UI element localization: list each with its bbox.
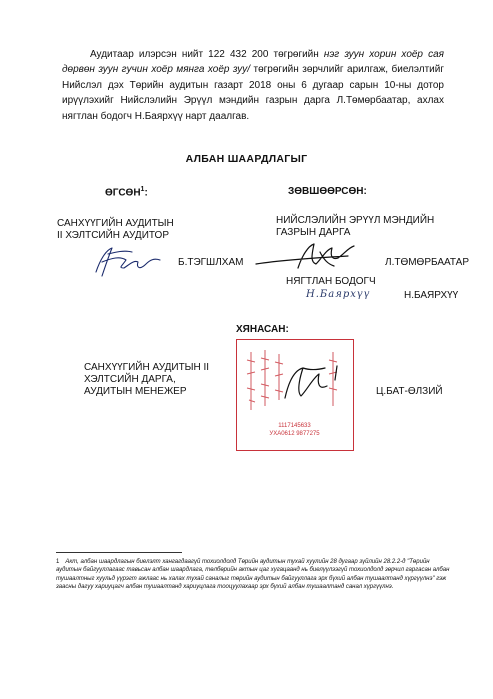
director-position (276, 215, 434, 239)
paragraph-text-1: Аудитаар илэрсэн нийт 122 432 200 төгрөгийн (90, 49, 324, 60)
issued-heading (105, 186, 148, 198)
accountant-signature: Н.Баярхүү (306, 289, 371, 300)
auditor-name: Б.ТЭГШЛХАМ (178, 257, 244, 268)
director-signature (252, 238, 382, 274)
stamp-line2: УХА0612 9877275 (269, 431, 320, 437)
auditor-position-line1: САНХҮҮГИЙН АУДИТЫН (57, 218, 174, 229)
footnote-number: 1 (56, 559, 60, 565)
auditor-position (57, 218, 174, 242)
footnote-text: Акт, албан шаардлагын биелэлт хангагдаагүй тохиолдолд Төрийн аудитын тухай хуулийн 28 дугаар зүйлийн 28.2.2-д "Төрийн аудитын байгууллагаас тавьсан албан шаардлага, төлбөрийн актын цаг хугацаанд нь биелүүлээгүй тохиолдолд зөрчил гаргасан албан тушаалтныг хуульд үүрэгт ажлаас нь халах тухай саналыг төрийн аудитын байгууллага эрх бүхий албан тушаалтанд хүргүүлнэ" гэж заасны дагуу хариуцагч албан тушаалтанд хариуцлага тооцуулахаар эрх бүхий албан тушаалтанд санал хүргүүлнэ. (56, 559, 450, 590)
official-stamp (236, 339, 354, 451)
paragraph-text-2: төгрөгийн зөрчлийг арилгаж, биелэлтийг Нийслэл дэх Төрийн аудитын газарт 2018 оны 6 дугаар сарын 10-ны дотор ирүүлэхийг Нийслэлийн Эрүүл мэндийн газрын дарга Л.Төмөрбаатар, ахлах нягтлан бодогч Н.Баярхүү нарт даалгав. (62, 64, 445, 122)
accountant-title: НЯГТЛАН БОДОГЧ (286, 276, 376, 287)
body-paragraph (62, 47, 444, 124)
footnote (56, 558, 456, 591)
manager-name: Ц.БАТ-ӨЛЗИЙ (376, 386, 443, 397)
stamp-line1: 1117145633 (278, 423, 311, 429)
stamp-number (237, 422, 352, 438)
manager-position-line2: ХЭЛТСИЙН ДАРГА, (84, 374, 176, 385)
issued-heading-colon: : (144, 187, 148, 199)
manager-position-line3: АУДИТЫН МЕНЕЖЕР (84, 386, 187, 397)
issued-heading-text: ӨГСӨН (105, 187, 141, 199)
document-title: АЛБАН ШААРДЛАГЫГ (185, 153, 308, 165)
director-position-line1: НИЙСЛЭЛИЙН ЭРҮҮЛ МЭНДИЙН (276, 215, 435, 226)
manager-position (84, 362, 209, 398)
footnote-rule (56, 552, 182, 553)
auditor-position-line2: II ХЭЛТСИЙН АУДИТОР (57, 230, 169, 241)
approved-heading: ЗӨВШӨӨРСӨН: (288, 186, 367, 197)
paragraph-amount-words: нэг зуун хорин хоёр сая дөрвөн зуун гучин хоёр мянга хоёр зуу/ (62, 49, 444, 76)
footnote-marker: 1 (140, 186, 145, 193)
accountant-name: Н.БАЯРХҮҮ (404, 290, 459, 301)
director-position-line2: ГАЗРЫН ДАРГА (276, 227, 351, 238)
auditor-signature (88, 242, 168, 282)
manager-position-line1: САНХҮҮГИЙН АУДИТЫН II (84, 362, 210, 373)
reviewed-heading: ХЯНАСАН: (236, 324, 289, 335)
director-name: Л.ТӨМӨРБААТАР (385, 257, 470, 268)
